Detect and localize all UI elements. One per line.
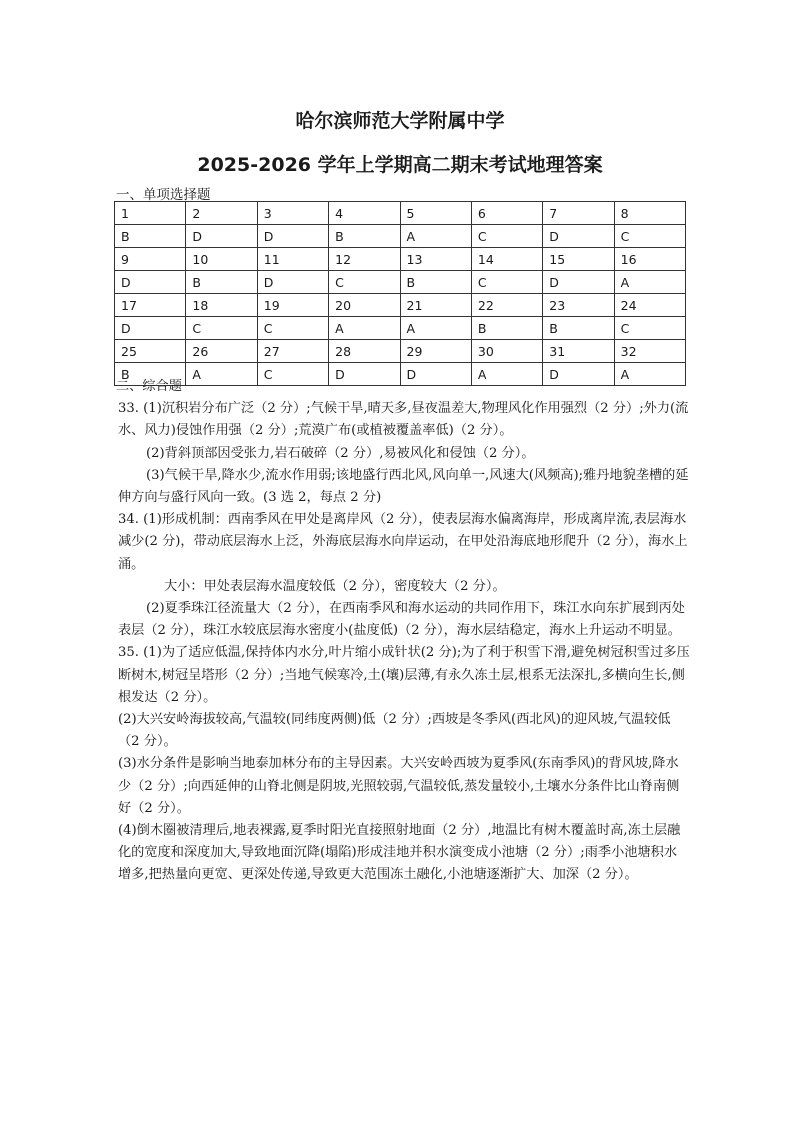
q35-part-1: 35. (1)为了适应低温,保持体内水分,叶片缩小成针状(2 分);为了利于积雪下滑,避免树冠积雪过多压断树木,树冠呈塔形（2 分）;当地气候寒冷,土(壤)层薄,有永久冻土层,根系无法深扎,多横向生长,侧根发达（2 分）。 <box>118 645 690 705</box>
question-number-cell: 30 <box>471 340 542 363</box>
question-number-cell: 6 <box>471 202 542 225</box>
answer-cell: D <box>543 271 614 294</box>
answer-cell: C <box>186 317 257 340</box>
q34-part-2: (2)夏季珠江径流量大（2 分），在西南季风和海水运动的共同作用下，珠江水向东扩展到丙处表层（2 分），珠江水较底层海水密度小(盐度低)（2 分），海水层结稳定，海水上升运动不明显。 <box>118 601 685 639</box>
question-number-cell: 12 <box>329 248 400 271</box>
answer-cell: B <box>115 225 186 248</box>
answer-cell: D <box>543 363 614 386</box>
question-number-cell: 24 <box>614 294 685 317</box>
answer-cell: D <box>400 363 471 386</box>
multiple-choice-answer-table <box>114 201 686 386</box>
section-1-heading: 一、单项选择题 <box>116 187 211 203</box>
question-number-cell: 18 <box>186 294 257 317</box>
q35-part-3: (3)水分条件是影响当地泰加林分布的主导因素。大兴安岭西坡为夏季风(东南季风)的背风坡,降水少（2 分）;向西延伸的山脊北侧是阴坡,光照较弱,气温较低,蒸发量较小,土壤水分条件比山脊南侧好（2 分）。 <box>118 756 680 816</box>
question-number-cell: 27 <box>257 340 328 363</box>
question-number-cell: 2 <box>186 202 257 225</box>
section-2-heading: 二、综合题 <box>116 379 182 394</box>
question-number-cell: 28 <box>329 340 400 363</box>
answer-cell: C <box>614 225 685 248</box>
question-number-cell: 26 <box>186 340 257 363</box>
answer-cell: D <box>186 225 257 248</box>
answer-cell: C <box>257 317 328 340</box>
school-title: 哈尔滨师范大学附属中学 <box>295 110 505 132</box>
question-number-cell: 5 <box>400 202 471 225</box>
q35-part-2: (2)大兴安岭海拔较高,气温较(同纬度两侧)低（2 分）;西坡是冬季风(西北风)的迎风坡,气温较低（2 分）。 <box>118 712 671 750</box>
question-number-cell: 4 <box>329 202 400 225</box>
answer-cell: C <box>614 317 685 340</box>
question-number-cell: 15 <box>543 248 614 271</box>
question-number-row <box>115 202 686 225</box>
question-number-cell: 17 <box>115 294 186 317</box>
question-number-cell: 25 <box>115 340 186 363</box>
question-number-row <box>115 294 686 317</box>
answer-cell: C <box>471 271 542 294</box>
question-number-cell: 19 <box>257 294 328 317</box>
q33-part-2: (2)背斜顶部因受张力,岩石破碎（2 分）,易被风化和侵蚀（2 分）。 <box>146 445 535 461</box>
answer-cell: D <box>257 225 328 248</box>
answer-cell: B <box>400 271 471 294</box>
answer-row <box>115 271 686 294</box>
answer-cell: B <box>115 363 186 386</box>
question-number-cell: 22 <box>471 294 542 317</box>
answer-cell: D <box>329 363 400 386</box>
question-number-row <box>115 340 686 363</box>
question-number-cell: 32 <box>614 340 685 363</box>
question-number-cell: 23 <box>543 294 614 317</box>
q33-part-3: (3)气候干旱,降水少,流水作用弱;该地盛行西北风,风向单一,风速大(风频高);雅丹地貌垄槽的延伸方向与盛行风向一致。(3 选 2，每点 2 分) <box>118 467 689 506</box>
question-number-cell: 10 <box>186 248 257 271</box>
q35-part-4: (4)倒木圈被清理后,地表裸露,夏季时阳光直接照射地面（2 分）,地温比有树木覆盖时高,冻土层融化的宽度和深度加大,导致地面沉降(塌陷)形成洼地并积水演变成小池塘（2 分）;雨季小池塘积水增多,把热量向更宽、更深处传递,导致更大范围冻土融化,小池塘逐渐扩大、加深（2 分）。 <box>118 823 681 883</box>
answer-cell: D <box>115 271 186 294</box>
answer-cell: A <box>614 363 685 386</box>
section-2-content <box>118 376 690 887</box>
answer-cell: A <box>329 317 400 340</box>
question-number-cell: 13 <box>400 248 471 271</box>
answer-cell: C <box>471 225 542 248</box>
answer-cell: D <box>115 317 186 340</box>
question-number-cell: 29 <box>400 340 471 363</box>
question-number-cell: 1 <box>115 202 186 225</box>
answer-cell: A <box>400 317 471 340</box>
answer-cell: B <box>186 271 257 294</box>
question-number-cell: 14 <box>471 248 542 271</box>
answer-cell: B <box>543 317 614 340</box>
answer-cell: D <box>257 271 328 294</box>
answer-cell: B <box>329 225 400 248</box>
question-number-row <box>115 248 686 271</box>
question-number-cell: 21 <box>400 294 471 317</box>
question-number-cell: 7 <box>543 202 614 225</box>
q34-size: 大小：甲处表层海水温度较低（2 分），密度较大（2 分）。 <box>164 578 506 594</box>
answer-row <box>115 317 686 340</box>
question-number-cell: 3 <box>257 202 328 225</box>
question-number-cell: 16 <box>614 248 685 271</box>
question-number-cell: 8 <box>614 202 685 225</box>
question-number-cell: 20 <box>329 294 400 317</box>
answer-cell: C <box>257 363 328 386</box>
answer-row <box>115 225 686 248</box>
answer-cell: C <box>329 271 400 294</box>
answer-cell: B <box>471 317 542 340</box>
answer-cell: A <box>400 225 471 248</box>
q34-part-1: 34. (1)形成机制：西南季风在甲处是离岸风（2 分），使表层海水偏离海岸，形成离岸流,表层海水减少(2 分)，带动底层海水上泛，外海底层海水向岸运动，在甲处沿海底地形爬升（2 分），海水上涌。 <box>118 512 688 572</box>
exam-title: 2025-2026 学年上学期高二期末考试地理答案 <box>197 154 603 176</box>
q33-part-1: 33. (1)沉积岩分布广泛（2 分）;气候干旱,晴天多,昼夜温差大,物理风化作用强烈（2 分）;外力(流水、风力)侵蚀作用强（2 分）;荒漠广布(或植被覆盖率低)（2 分）。 <box>118 401 689 439</box>
answer-cell: D <box>543 225 614 248</box>
question-number-cell: 9 <box>115 248 186 271</box>
answer-cell: A <box>186 363 257 386</box>
question-number-cell: 11 <box>257 248 328 271</box>
answer-cell: A <box>471 363 542 386</box>
question-number-cell: 31 <box>543 340 614 363</box>
answer-cell: A <box>614 271 685 294</box>
